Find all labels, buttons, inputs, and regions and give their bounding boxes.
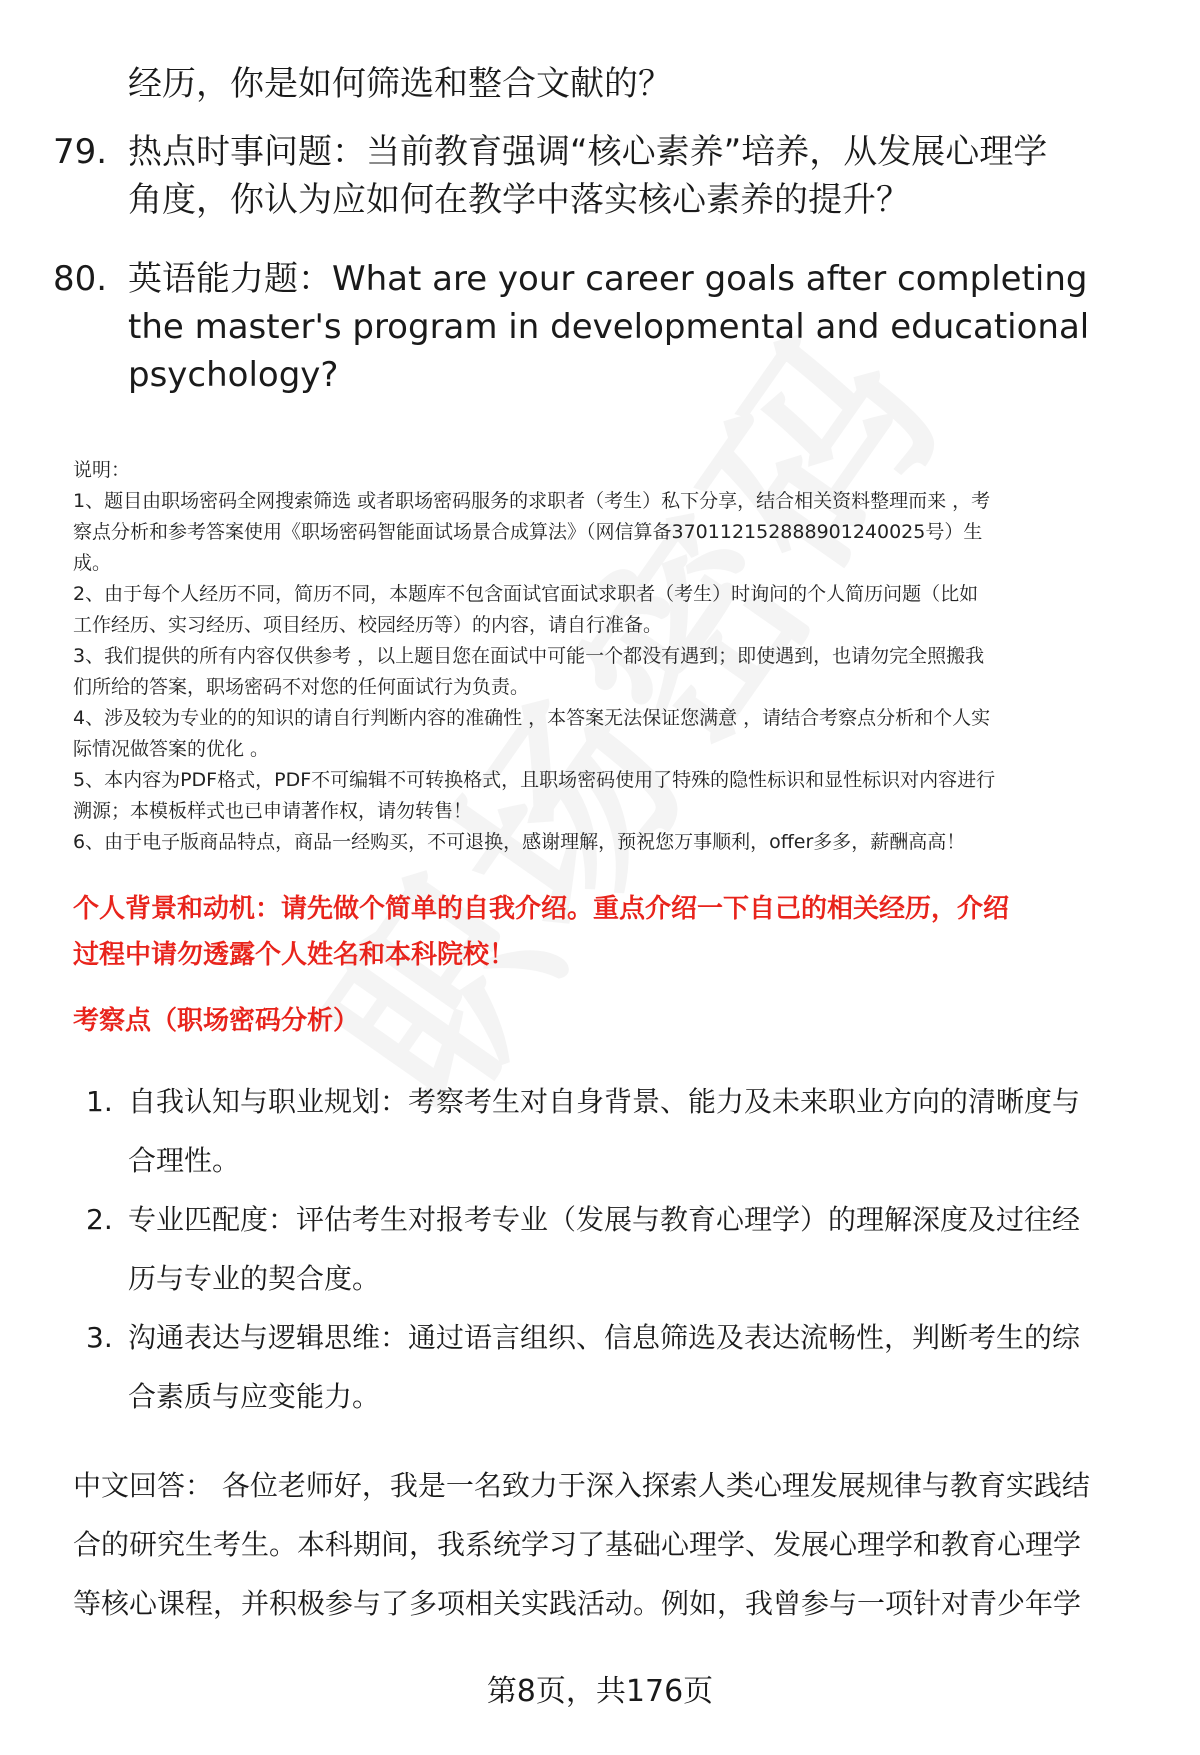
note-line: 1、题目由职场密码全网搜索筛选 或者职场密码服务的求职者（考生）私下分享，结合相关资料整理而来 ，考 bbox=[73, 490, 991, 512]
note-line: 5、本内容为PDF格式，PDF不可编辑不可转换格式，且职场密码使用了特殊的隐性标识和显性标识对内容进行 bbox=[73, 769, 996, 791]
point-text-line: 历与专业的契合度。 bbox=[128, 1262, 381, 1295]
question-text-line: 英语能力题：What are your career goals after completing bbox=[128, 259, 1088, 299]
point-text-line: 合素质与应变能力。 bbox=[128, 1380, 381, 1413]
note-line: 察点分析和参考答案使用《职场密码智能面试场景合成算法》（网信算备370112152888901240025号）生 bbox=[73, 521, 983, 543]
note-line: 2、由于每个人经历不同，简历不同，本题库不包含面试官面试求职者（考生）时询问的个人简历问题（比如 bbox=[73, 583, 979, 605]
point-number: 3. bbox=[86, 1321, 113, 1354]
point-text-line: 合理性。 bbox=[128, 1144, 241, 1177]
note-line: 溯源；本模板样式也已申请著作权，请勿转售！ bbox=[73, 800, 473, 822]
question-number: 80. bbox=[53, 259, 108, 299]
section-heading-line: 过程中请勿透露个人姓名和本科院校！ bbox=[73, 940, 516, 970]
note-line: 工作经历、实习经历、项目经历、校园经历等）的内容，请自行准备。 bbox=[73, 614, 663, 636]
answer-line: 等核心课程，并积极参与了多项相关实践活动。例如，我曾参与一项针对青少年学 bbox=[73, 1587, 1082, 1620]
point-text-line: 沟通表达与逻辑思维：通过语言组织、信息筛选及表达流畅性，判断考生的综 bbox=[128, 1321, 1081, 1354]
note-line: 们所给的答案，职场密码不对您的任何面试行为负责。 bbox=[73, 676, 530, 698]
question-text-line: the master's program in developmental and educational bbox=[128, 307, 1090, 347]
note-line: 4、涉及较为专业的的知识的请自行判断内容的准确性 ，本答案无法保证您满意 ，请结合考察点分析和个人实 bbox=[73, 707, 991, 729]
points-title: 考察点（职场密码分析） bbox=[73, 1006, 360, 1036]
notes-title: 说明： bbox=[73, 459, 131, 481]
notes-block bbox=[73, 455, 1153, 858]
question-text-line: psychology? bbox=[128, 355, 339, 395]
question-78-tail: 经历，你是如何筛选和整合文献的？ bbox=[128, 64, 672, 104]
note-line: 际情况做答案的优化 。 bbox=[73, 738, 270, 760]
point-number: 1. bbox=[86, 1085, 113, 1118]
answer-line: 中文回答： 各位老师好，我是一名致力于深入探索人类心理发展规律与教育实践结 bbox=[73, 1469, 1090, 1502]
question-text-line: 热点时事问题：当前教育强调“核心素养”培养，从发展心理学 bbox=[128, 132, 1048, 172]
question-text-line: 角度，你认为应如何在教学中落实核心素养的提升？ bbox=[128, 180, 910, 220]
point-number: 2. bbox=[86, 1203, 113, 1236]
point-text-line: 自我认知与职业规划：考察考生对自身背景、能力及未来职业方向的清晰度与 bbox=[128, 1085, 1081, 1118]
question-number: 79. bbox=[53, 132, 108, 172]
note-line: 6、由于电子版商品特点，商品一经购买，不可退换，感谢理解，预祝您万事顺利，offer多多，薪酬高高！ bbox=[73, 831, 966, 853]
page-footer: 第8页，共176页 bbox=[486, 1674, 714, 1709]
point-text-line: 专业匹配度：评估考生对报考专业（发展与教育心理学）的理解深度及过往经 bbox=[128, 1203, 1081, 1236]
answer-line: 合的研究生考生。本科期间，我系统学习了基础心理学、发展心理学和教育心理学 bbox=[73, 1528, 1082, 1561]
note-line: 3、我们提供的所有内容仅供参考 ，以上题目您在面试中可能一个都没有遇到；即使遇到，也请勿完全照搬我 bbox=[73, 645, 985, 667]
section-heading-line: 个人背景和动机：请先做个简单的自我介绍。重点介绍一下自己的相关经历，介绍 bbox=[73, 894, 1010, 924]
note-line: 成。 bbox=[73, 552, 112, 574]
